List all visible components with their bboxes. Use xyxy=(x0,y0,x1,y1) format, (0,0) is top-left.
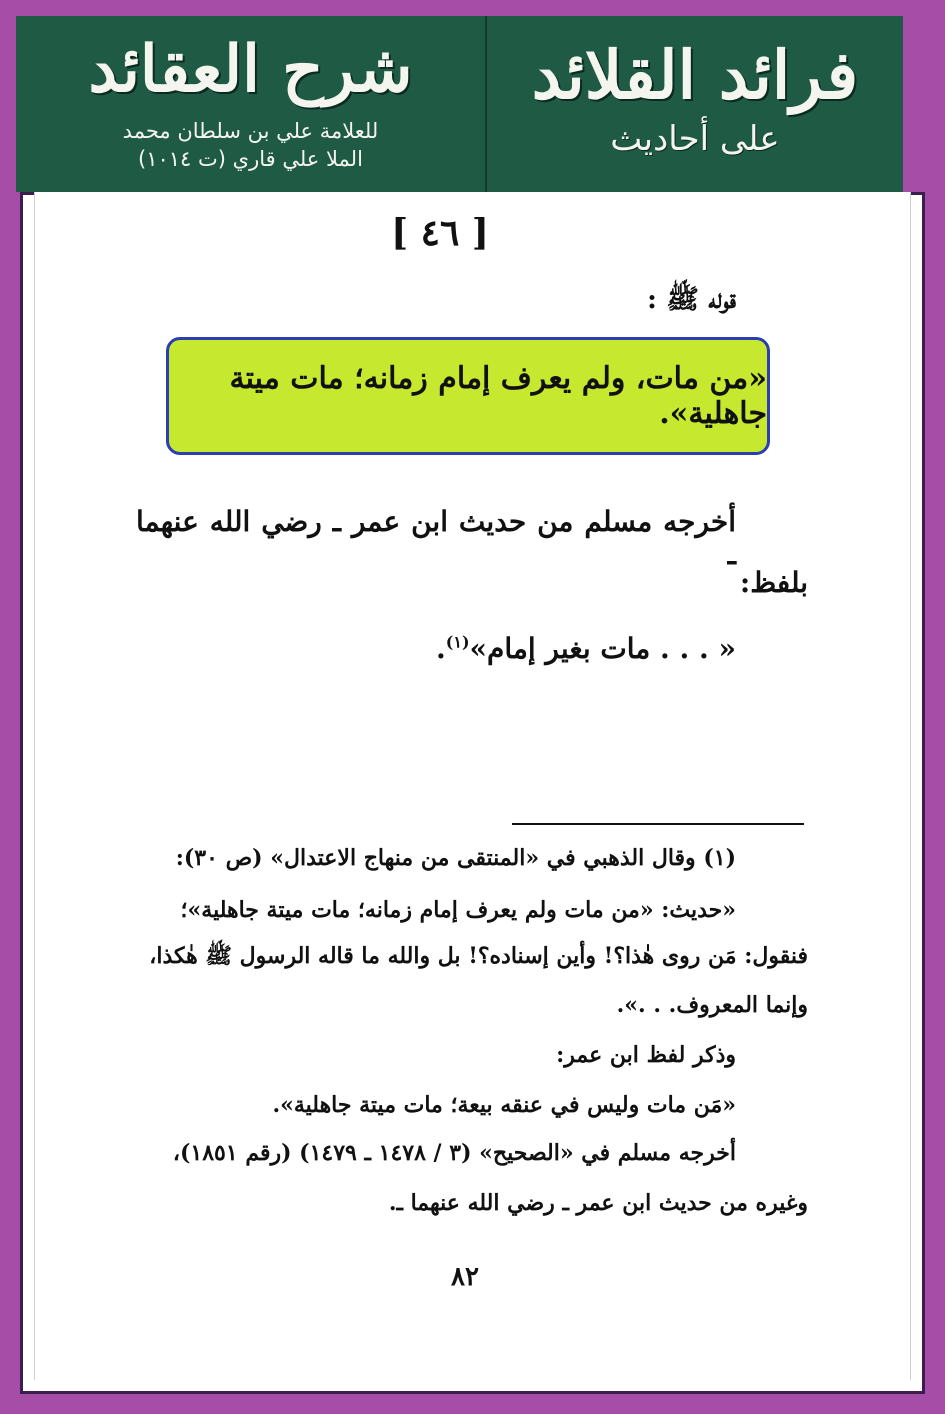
footnote-line: وذكر لفظ ابن عمر: xyxy=(556,1042,736,1068)
banner-left-title: شرح العقائد xyxy=(88,32,413,107)
footnote-line: «حديث: «من مات ولم يعرف إمام زمانه؛ مات ميتة جاهلية»؛ xyxy=(180,897,736,923)
footnote-line: «مَن مات وليس في عنقه بيعة؛ مات ميتة جاهلية». xyxy=(272,1092,736,1118)
hadith-text-box xyxy=(166,337,770,455)
takhrij-paragraph-line-1: أخرجه مسلم من حديث ابن عمر ـ رضي الله عنهما ـ xyxy=(136,505,736,571)
takhrij-paragraph-line-2: بلفظ: xyxy=(739,566,808,599)
footnote-line: فنقول: مَن روى هٰذا؟! وأين إسناده؟! بل والله ما قاله الرسول ﷺ هٰكذا، xyxy=(149,943,808,969)
footnote-ref[interactable]: (١) xyxy=(445,632,470,652)
banner-book-title-panel xyxy=(16,16,487,192)
qawluh-label: قوله ﷺ : xyxy=(646,284,736,315)
hadith-text: «من مات، ولم يعرف إمام زمانه؛ مات ميتة جاهلية». xyxy=(229,361,767,431)
footnote-line: أخرجه مسلم في «الصحيح» (٣ / ١٤٧٨ ـ ١٤٧٩) (رقم ١٨٥١)، xyxy=(172,1140,736,1166)
narration-end: . xyxy=(436,632,446,665)
footnote-line: وإنما المعروف. . .». xyxy=(616,992,808,1018)
banner-series-title-panel xyxy=(487,16,903,192)
narration-wording xyxy=(436,632,736,665)
banner-author-line-1: للعلامة علي بن سلطان محمد xyxy=(122,119,379,143)
footnote-separator xyxy=(512,823,804,825)
banner-right-title: فرائد القلائد xyxy=(531,36,859,114)
banner-author-line-2: الملا علي قاري (ت ١٠١٤) xyxy=(138,147,363,172)
narration-text: « . . . مات بغير إمام» xyxy=(469,632,736,665)
banner-right-subtitle: على أحاديث xyxy=(610,119,780,159)
footnote-line: (١) وقال الذهبي في «المنتقى من منهاج الاعتدال» (ص ٣٠): xyxy=(175,845,736,871)
hadith-number: [ ٤٦ ] xyxy=(391,212,489,254)
page-number: ٨٢ xyxy=(451,1262,479,1292)
footnote-line: وغيره من حديث ابن عمر ـ رضي الله عنهما ـ. xyxy=(388,1190,808,1216)
header-banner xyxy=(16,16,903,192)
